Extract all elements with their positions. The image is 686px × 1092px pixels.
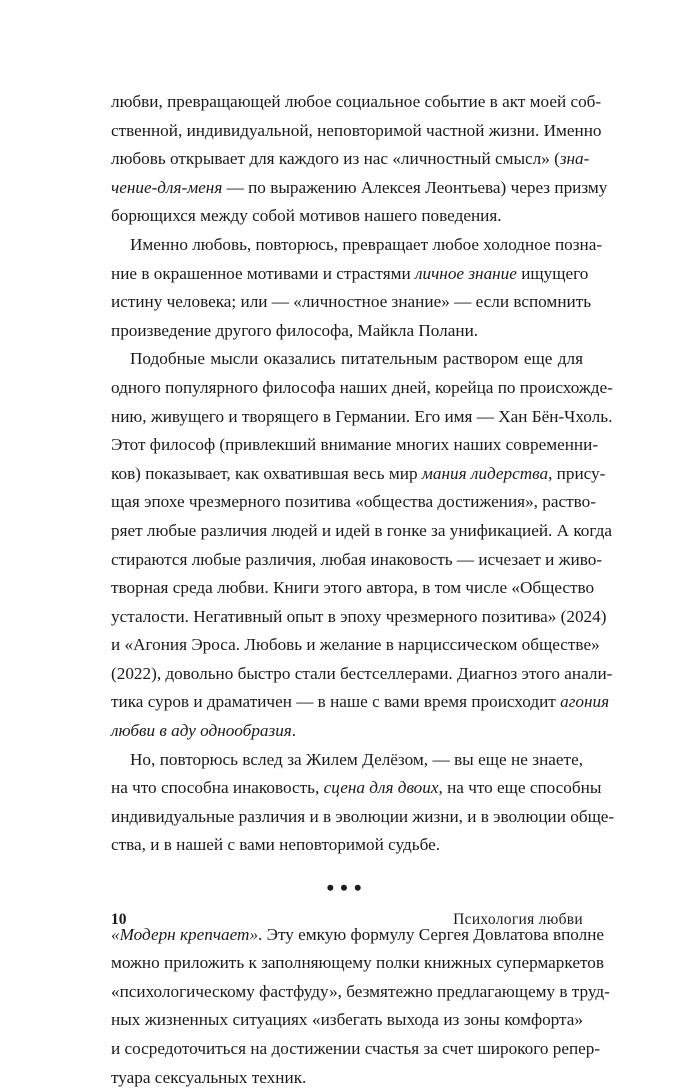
italic-text-segment: чение-для-меня: [111, 177, 223, 197]
text-line: [111, 260, 589, 289]
italic-text-segment: агония: [560, 692, 610, 712]
text-line: [111, 660, 613, 689]
page-footer: [111, 908, 583, 932]
text-segment: , на что еще способны: [438, 778, 602, 798]
text-segment: Подобные мысли оказались питательным раствором еще для: [130, 349, 583, 369]
italic-text-segment: мания лидерства: [421, 463, 549, 483]
italic-text-segment: зна-: [559, 149, 590, 169]
paragraph-group-1: [111, 88, 608, 231]
paragraph-group-4: [111, 746, 615, 860]
text-line: [111, 460, 606, 489]
text-segment: любви, превращающей любое социальное событие в акт моей соб-: [111, 92, 602, 111]
text-segment: нию, живущего и творящего в Германии. Его имя — Хан Бён-Чхоль.: [111, 406, 613, 426]
paragraph-group-3: [111, 345, 613, 745]
text-segment: Этот философ (привлекший внимание многих наших современни-: [111, 435, 599, 455]
text-line: [111, 831, 583, 860]
text-line: [111, 1006, 583, 1035]
italic-text-segment: личное знание: [415, 263, 517, 283]
running-head: Психология любви: [453, 911, 583, 928]
text-line: [111, 574, 595, 603]
text-line: [111, 288, 592, 317]
text-segment: истину человека; или — «личностное знание» — если вспомнить: [111, 292, 592, 312]
text-line: [111, 231, 603, 260]
text-line: [111, 688, 610, 717]
text-line: [111, 717, 583, 746]
text-line: [111, 431, 599, 460]
text-segment: ищущего: [516, 263, 589, 283]
text-line: [111, 403, 613, 432]
text-segment: любовь открывает для каждого из нас «личностный смысл» (: [111, 149, 560, 169]
text-segment: Именно любовь, повторюсь, превращает любое холодное позна-: [130, 234, 603, 254]
text-segment: произведение другого философа, Майкла Полани.: [111, 320, 479, 340]
text-line: [111, 345, 583, 374]
text-segment: ства, и в нашей с вами неповторимой судьбе.: [111, 835, 441, 855]
italic-text-segment: «Модерн крепчает»: [111, 924, 259, 944]
text-line: [111, 546, 603, 575]
text-line: [111, 803, 615, 832]
section-divider: •••: [326, 875, 368, 901]
text-segment: , прису-: [548, 463, 606, 483]
text-line: [111, 746, 583, 775]
text-line: [111, 631, 600, 660]
paragraph-group-2: [111, 231, 603, 345]
text-segment: Но, повторюсь вслед за Жилем Делёзом, — вы еще не знаете,: [130, 749, 583, 769]
text-segment: . Эту емкую формулу Сергея Довлатова вполне: [258, 924, 605, 944]
text-line: [111, 374, 613, 403]
text-line: [111, 488, 596, 517]
text-line: [111, 174, 608, 203]
text-segment: щая эпохе чрезмерного позитива «общества достижения», раство-: [111, 492, 596, 512]
text-segment: ние в окрашенное мотивами и страстями: [111, 263, 415, 283]
text-line: [111, 88, 602, 117]
italic-text-segment: любви в аду однообразия: [111, 721, 292, 741]
text-segment: туара сексуальных техник.: [111, 1067, 307, 1087]
italic-text-segment: сцена для двоих: [323, 778, 439, 798]
text-segment: ков) показывает, как охватившая весь мир: [111, 463, 422, 483]
text-line: [111, 978, 610, 1007]
text-segment: и «Агония Эроса. Любовь и желание в нарциссическом обществе»: [111, 635, 600, 655]
text-segment: можно приложить к заполняющему полки книжных супермаркетов: [111, 953, 604, 973]
text-line: [111, 603, 607, 632]
text-segment: стираются любые различия, любая инаковость — исчезает и живо-: [111, 549, 603, 569]
text-segment: творная среда любви. Книги этого автора, в том числе «Общество: [111, 578, 595, 598]
text-segment: и сосредоточиться на достижении счастья за счет широкого репер-: [111, 1039, 601, 1058]
text-line: [111, 317, 583, 346]
text-line: [111, 517, 612, 546]
text-segment: .: [291, 721, 297, 741]
text-segment: (2022), довольно быстро стали бестселлерами. Диагноз этого анали-: [111, 663, 613, 683]
text-segment: ных жизненных ситуациях «избегать выхода из зоны комфорта»: [111, 1010, 583, 1030]
text-line: [111, 145, 590, 174]
text-segment: «психологическому фастфуду», безмятежно предлагающему в труд-: [111, 981, 610, 1001]
text-line: [111, 202, 583, 231]
paragraph-group-5: [111, 921, 610, 1092]
text-line: [111, 1035, 601, 1064]
text-segment: тика суров и драматичен — в наше с вами время происходит: [111, 692, 561, 712]
text-segment: усталости. Негативный опыт в эпоху чрезмерного позитива» (2024): [111, 606, 607, 626]
text-segment: борющихся между собой мотивов нашего поведения.: [111, 206, 502, 226]
text-segment: — по выражению Алексея Леонтьева) через призму: [222, 177, 608, 197]
text-line: [111, 1064, 583, 1092]
text-segment: ряет любые различия людей и идей в гонке за унификацией. А когда: [111, 520, 612, 540]
text-segment: на что способна инаковость,: [111, 778, 324, 798]
text-segment: индивидуальные различия и в эволюции жизни, и в эволюции обще-: [111, 806, 615, 826]
text-line: [111, 949, 604, 978]
text-line: [111, 774, 602, 803]
text-segment: ственной, индивидуальной, неповторимой частной жизни. Именно: [111, 120, 602, 140]
page-body: [111, 88, 615, 1092]
text-line: [111, 117, 602, 146]
text-segment: одного популярного философа наших дней, корейца по происхожде-: [111, 377, 613, 397]
page-number: 10: [111, 911, 127, 928]
